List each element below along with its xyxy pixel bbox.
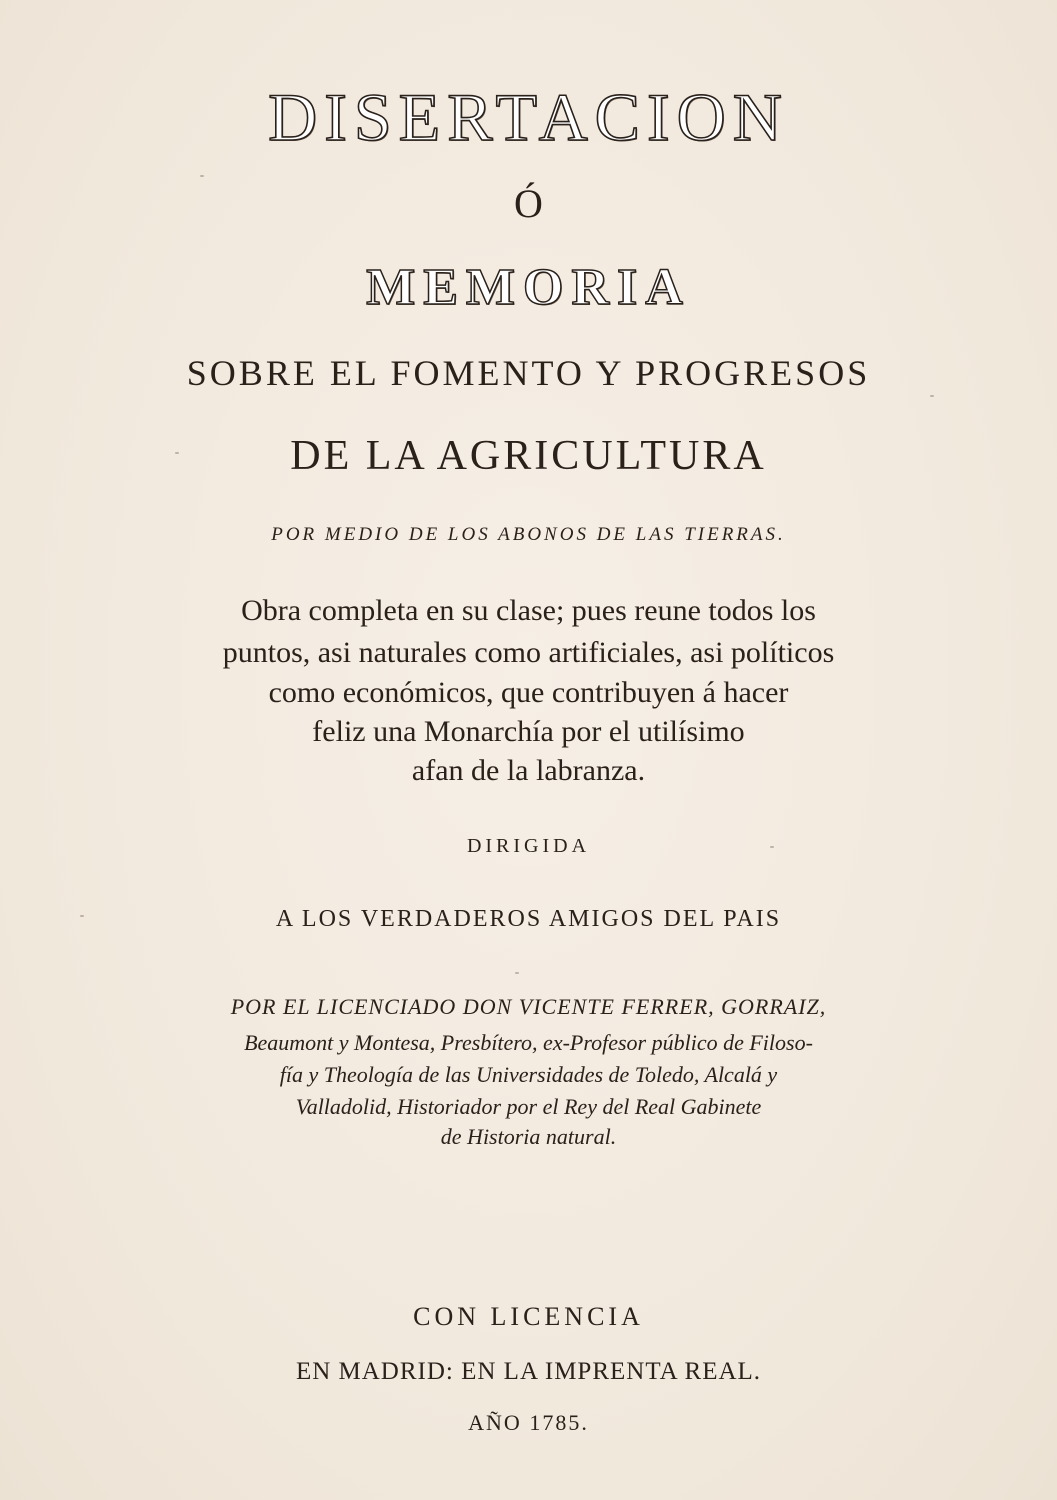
author-line: fía y Theología de las Universidades de Toledo, Alcalá y [279, 1062, 778, 1087]
title-main: DISERTACION [268, 79, 789, 155]
imprint-year: AÑO 1785. [468, 1410, 589, 1435]
description-line: como económicos, que contribuyen á hacer [268, 676, 789, 709]
description-line: Obra completa en su clase; pues reune todos los [241, 594, 816, 627]
paper-speck [515, 972, 519, 974]
description-line: feliz una Monarchía por el utilísimo [312, 715, 745, 748]
paper-speck [80, 915, 84, 917]
title-secondary: MEMORIA [366, 259, 691, 316]
subtitle-means: POR MEDIO DE LOS ABONOS DE LAS TIERRAS. [271, 524, 786, 545]
imprint-place: EN MADRID: EN LA IMPRENTA REAL. [295, 1358, 762, 1385]
dedication-recipient: A LOS VERDADEROS AMIGOS DEL PAIS [275, 906, 782, 932]
description-line: puntos, asi naturales como artificiales, asi políticos [222, 636, 835, 669]
dedication-label: DIRIGIDA [466, 835, 591, 857]
author-line: de Historia natural. [440, 1124, 617, 1149]
subtitle-line-2: DE LA AGRICULTURA [290, 433, 767, 479]
paper-speck [175, 452, 179, 454]
paper-speck [200, 175, 204, 177]
subtitle-line-1: SOBRE EL FOMENTO Y PROGRESOS [186, 353, 871, 393]
paper-speck [930, 395, 934, 397]
author-line: POR EL LICENCIADO DON VICENTE FERRER, GORRAIZ, [230, 994, 827, 1019]
paper-speck [770, 846, 774, 848]
author-line: Beaumont y Montesa, Presbítero, ex-Profesor público de Filoso- [244, 1030, 813, 1055]
description-line: afan de la labranza. [411, 754, 646, 787]
title-connector: Ó [514, 181, 543, 226]
author-line: Valladolid, Historiador por el Rey del Real Gabinete [295, 1094, 762, 1119]
imprint-license: CON LICENCIA [413, 1302, 644, 1331]
